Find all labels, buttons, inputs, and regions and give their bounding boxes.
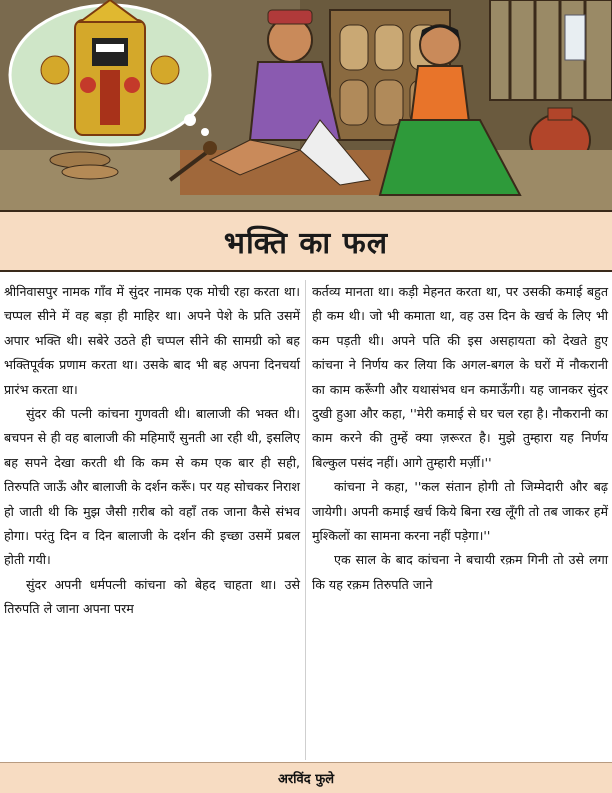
title-band bbox=[0, 210, 612, 272]
illustration-scene bbox=[0, 0, 612, 210]
paragraph: सुंदर अपनी धर्मपत्नी कांचना को बेहद चाहता था। उसे तिरुपति ले जाना अपना परम bbox=[4, 576, 300, 617]
left-column bbox=[4, 280, 300, 622]
paragraph: श्रीनिवासपुर नामक गाँव में सुंदर नामक एक मोची रहा करता था। चप्पल सीने में वह बड़ा ही माहिर था। अपने पेशे के प्रति उसमें अपार भक्ति थी। सबेरे उठते ही चप्पल सीने की सामग्री को बह भक्तिपूर्वक प्रणाम करता था। उसके बाद भी बह अपना दिनचर्या प्रारंभ करता था। bbox=[4, 284, 300, 397]
paragraph: कांचना ने कहा, ''कल संतान होगी तो जिम्मेदारी और बढ़ जायेगी। अपनी कमाई खर्च किये बिना रख लूँगी तो तब जाकर हमें मुश्किलों का सामना करना नहीं पड़ेगा।'' bbox=[312, 479, 608, 544]
story-text-columns bbox=[0, 280, 612, 760]
paragraph: कर्तव्य मानता था। कड़ी मेहनत करता था, पर उसकी कमाई बहुत ही कम थी। जो भी कमाता था, वह उस दिन के खर्च के लिए भी कम पड़ती थी। अपने पति की इस असहायता को देखते हुए कांचना ने निर्णय कर लिया कि अगल-बगल के घरों में नौकरानी का काम करूँगी और यथासंभव धन कमाऊँगी। यह जानकर सुंदर दुखी हुआ और कहा, ''मेरी कमाई से घर चल रहा है। नौकरानी का काम करने की तुम्हें क्या ज़रूरत है। मुझे तुम्हारा यह निर्णय बिल्कुल पसंद नहीं। आगे तुम्हारी मर्ज़ी।'' bbox=[312, 284, 608, 470]
story-title: भक्ति का फल bbox=[223, 225, 389, 261]
author-band bbox=[0, 762, 612, 793]
story-illustration bbox=[0, 0, 612, 210]
column-divider bbox=[305, 280, 306, 760]
paragraph: सुंदर की पत्नी कांचना गुणवती थी। बालाजी की भक्त थी। बचपन से ही वह बालाजी की महिमाएँ सुनती आ रही थी, इसलिए बह सपने देखा करती थी कि कम से कम एक बार ही सही, तिरुपति जाऊँ और बालाजी के दर्शन करूँ। पर यह सोचकर निराश हो जाती थी कि मुझ जैसी ग़रीब को वहाँ तक जाना कैसे संभव होगा। परंतु दिन व दिन बालाजी के दर्शन की इच्छा उसमें प्रबल होती गयी। bbox=[4, 406, 300, 568]
paragraph: एक साल के बाद कांचना ने बचायी रक़म गिनी तो उसे लगा कि यह रक़म तिरुपति जाने bbox=[312, 552, 608, 592]
author-name: अरविंद फुले bbox=[277, 772, 335, 787]
right-column bbox=[312, 280, 608, 597]
